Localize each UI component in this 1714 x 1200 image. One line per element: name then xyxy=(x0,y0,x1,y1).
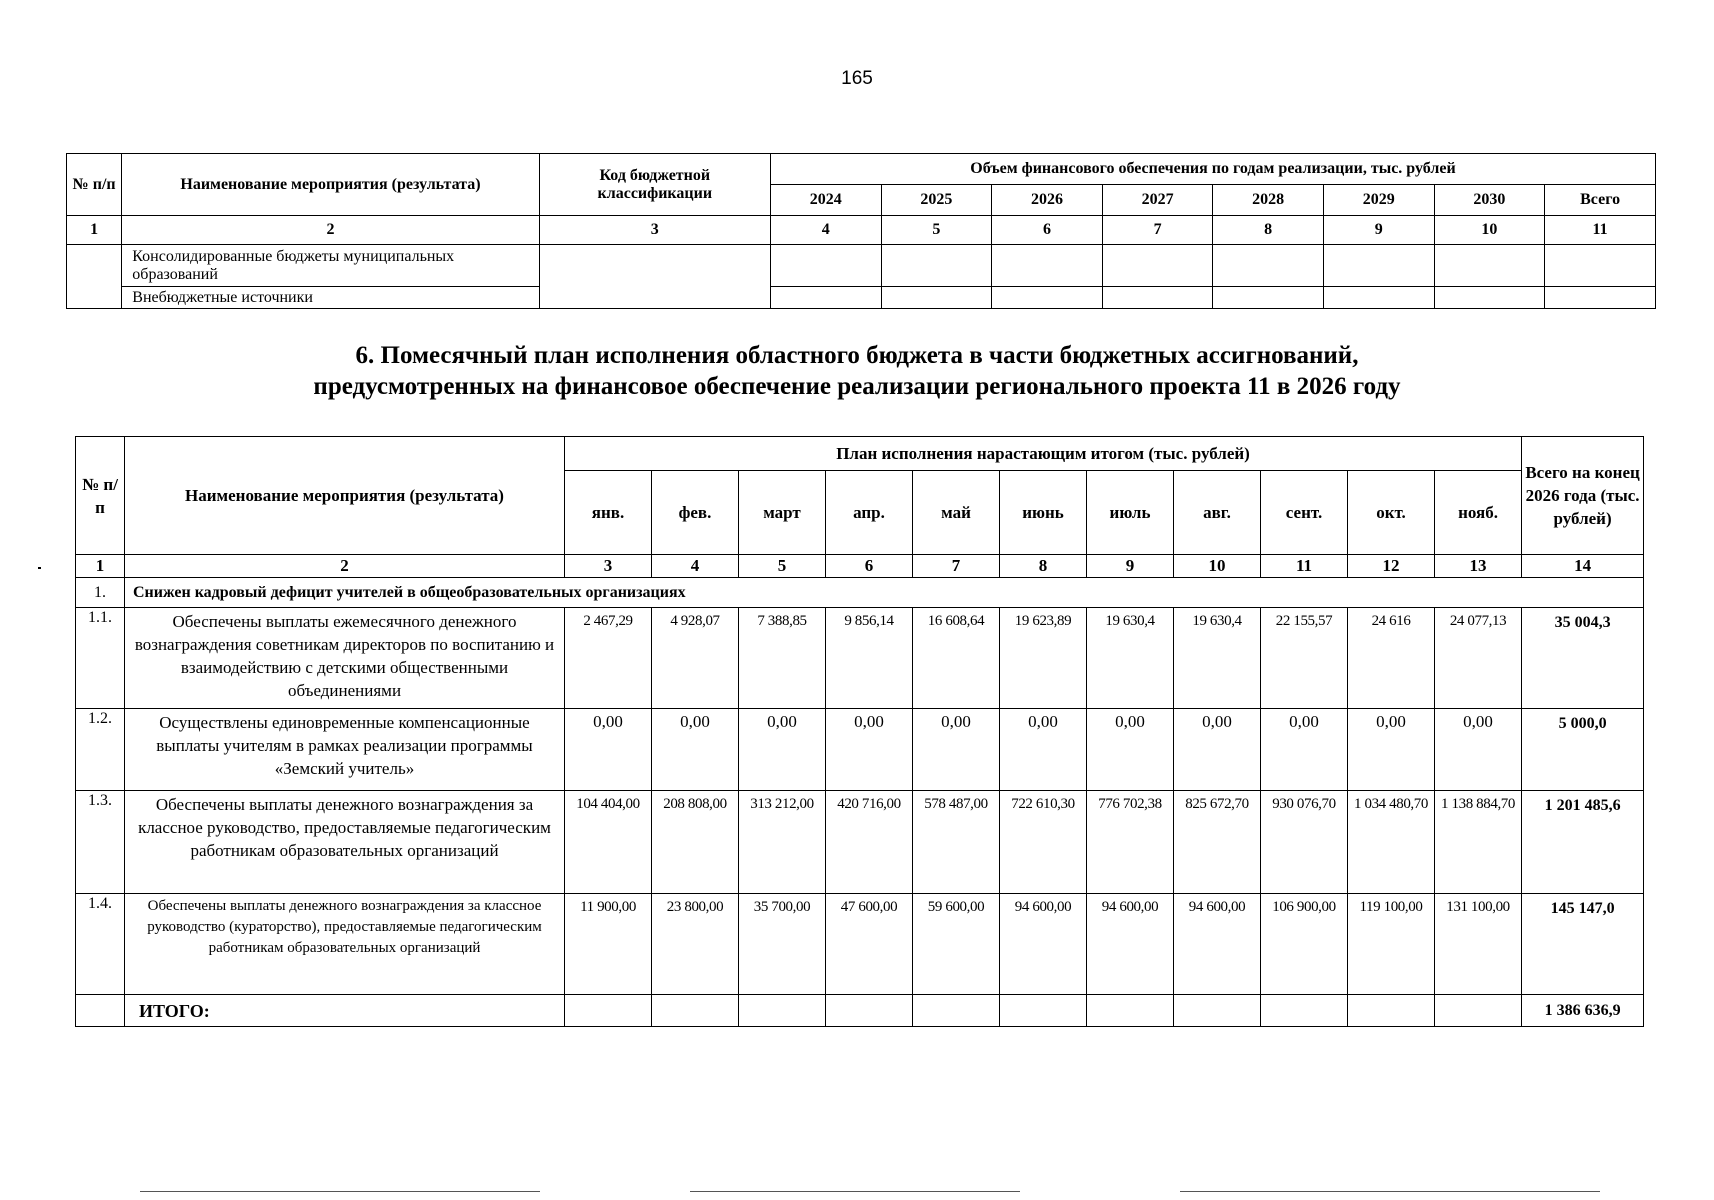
month-value: 35 700,00 xyxy=(739,894,826,995)
t1-header-year: 2025 xyxy=(881,185,992,216)
t2-empty-cell xyxy=(913,995,1000,1027)
t2-header-name: Наименование мероприятия (результата) xyxy=(125,437,565,555)
month-value: 4 928,07 xyxy=(652,608,739,709)
t1-col-number: 3 xyxy=(539,216,770,245)
t2-empty-cell xyxy=(1348,995,1435,1027)
month-value: 420 716,00 xyxy=(826,791,913,894)
t2-empty-cell xyxy=(1000,995,1087,1027)
month-value: 16 608,64 xyxy=(913,608,1000,709)
t1-empty-cell xyxy=(1323,245,1434,287)
row-name: Обеспечены выплаты денежного вознаграждения за классное руководство, предоставляемые педагогическим работникам образовательных организаций xyxy=(125,791,565,894)
t1-header-code: Код бюджетной классификации xyxy=(539,154,770,216)
section-heading xyxy=(0,340,1714,402)
row-total: 1 201 485,6 xyxy=(1522,791,1644,894)
t1-empty-cell xyxy=(992,245,1103,287)
t2-header-month: июнь xyxy=(1000,471,1087,555)
month-value: 94 600,00 xyxy=(1000,894,1087,995)
t1-empty-cell xyxy=(1102,287,1213,309)
t2-empty-cell xyxy=(1087,995,1174,1027)
month-value: 47 600,00 xyxy=(826,894,913,995)
month-value: 106 900,00 xyxy=(1261,894,1348,995)
month-value: 0,00 xyxy=(913,709,1000,791)
section-num: 1. xyxy=(76,578,125,608)
t1-source-extrabudget: Внебюджетные источники xyxy=(122,287,539,309)
t2-col-number: 12 xyxy=(1348,555,1435,578)
section-heading-line2: предусмотренных на финансовое обеспечение реализации регионального проекта 11 в 2026 году xyxy=(313,373,1401,400)
t1-empty-cell xyxy=(539,245,770,309)
t1-header-year: 2024 xyxy=(770,185,881,216)
month-value: 722 610,30 xyxy=(1000,791,1087,894)
t2-col-number: 8 xyxy=(1000,555,1087,578)
t2-col-number: 13 xyxy=(1435,555,1522,578)
t2-col-number: 3 xyxy=(565,555,652,578)
table-row xyxy=(76,791,1644,894)
t1-col-number: 9 xyxy=(1323,216,1434,245)
t1-empty-cell xyxy=(1545,245,1656,287)
t1-col-number: 11 xyxy=(1545,216,1656,245)
month-value: 208 808,00 xyxy=(652,791,739,894)
t1-empty-cell xyxy=(881,245,992,287)
month-value: 94 600,00 xyxy=(1174,894,1261,995)
t1-col-number: 6 xyxy=(992,216,1103,245)
month-value: 1 034 480,70 xyxy=(1348,791,1435,894)
month-value: 0,00 xyxy=(1087,709,1174,791)
month-value: 1 138 884,70 xyxy=(1435,791,1522,894)
t2-header-month: авг. xyxy=(1174,471,1261,555)
month-value: 59 600,00 xyxy=(913,894,1000,995)
month-value: 11 900,00 xyxy=(565,894,652,995)
t1-col-number: 4 xyxy=(770,216,881,245)
t2-header-plan: План исполнения нарастающим итогом (тыс. рублей) xyxy=(565,437,1522,471)
t2-col-number: 5 xyxy=(739,555,826,578)
page-number: 165 xyxy=(841,68,873,89)
month-value: 578 487,00 xyxy=(913,791,1000,894)
row-name: Обеспечены выплаты денежного вознаграждения за классное руководство (кураторство), предоставляемые педагогическим работникам образовательных организаций xyxy=(125,894,565,995)
row-num: 1.4. xyxy=(76,894,125,995)
footer-line xyxy=(140,1191,540,1192)
t1-empty-cell xyxy=(1434,245,1545,287)
t2-header-total: Всего на конец 2026 года (тыс. рублей) xyxy=(1522,437,1644,555)
table-row xyxy=(76,608,1644,709)
t2-header-month: март xyxy=(739,471,826,555)
month-value: 0,00 xyxy=(739,709,826,791)
t2-empty-cell xyxy=(1261,995,1348,1027)
footer-line xyxy=(690,1191,1020,1192)
month-value: 0,00 xyxy=(1000,709,1087,791)
table-row xyxy=(76,709,1644,791)
t1-header-name: Наименование мероприятия (результата) xyxy=(122,154,539,216)
row-total: 5 000,0 xyxy=(1522,709,1644,791)
t1-header-num: № п/п xyxy=(67,154,122,216)
month-value: 7 388,85 xyxy=(739,608,826,709)
month-value: 131 100,00 xyxy=(1435,894,1522,995)
t2-col-number: 11 xyxy=(1261,555,1348,578)
t1-col-number: 1 xyxy=(67,216,122,245)
month-value: 313 212,00 xyxy=(739,791,826,894)
t2-header-month: фев. xyxy=(652,471,739,555)
t2-empty-cell xyxy=(1174,995,1261,1027)
row-num: 1.2. xyxy=(76,709,125,791)
t2-header-month: нояб. xyxy=(1435,471,1522,555)
total-row xyxy=(76,995,1644,1027)
t2-col-number: 4 xyxy=(652,555,739,578)
t2-col-number: 6 xyxy=(826,555,913,578)
row-total: 145 147,0 xyxy=(1522,894,1644,995)
t1-header-year: 2028 xyxy=(1213,185,1324,216)
month-value: 0,00 xyxy=(1261,709,1348,791)
itogo-total: 1 386 636,9 xyxy=(1522,995,1644,1027)
t1-empty-cell xyxy=(67,245,122,309)
month-value: 0,00 xyxy=(652,709,739,791)
t2-col-number: 14 xyxy=(1522,555,1644,578)
month-value: 9 856,14 xyxy=(826,608,913,709)
t1-empty-cell xyxy=(1102,245,1213,287)
t1-empty-cell xyxy=(992,287,1103,309)
t1-empty-cell xyxy=(1213,287,1324,309)
t2-header-month: янв. xyxy=(565,471,652,555)
t2-col-number: 1 xyxy=(76,555,125,578)
t2-header-month: май xyxy=(913,471,1000,555)
t1-empty-cell xyxy=(1323,287,1434,309)
t1-empty-cell xyxy=(1434,287,1545,309)
month-value: 0,00 xyxy=(1435,709,1522,791)
t2-empty-cell xyxy=(652,995,739,1027)
t1-empty-cell xyxy=(1213,245,1324,287)
t2-col-number: 10 xyxy=(1174,555,1261,578)
month-value: 825 672,70 xyxy=(1174,791,1261,894)
t2-empty-cell xyxy=(76,995,125,1027)
t2-empty-cell xyxy=(826,995,913,1027)
t1-empty-cell xyxy=(881,287,992,309)
month-value: 19 630,4 xyxy=(1174,608,1261,709)
margin-mark xyxy=(38,567,41,569)
month-value: 24 077,13 xyxy=(1435,608,1522,709)
row-name: Осуществлены единовременные компенсационные выплаты учителям в рамках реализации программы «Земский учитель» xyxy=(125,709,565,791)
month-value: 776 702,38 xyxy=(1087,791,1174,894)
row-name: Обеспечены выплаты ежемесячного денежного вознаграждения советникам директоров по воспитанию и взаимодействию с детскими общественными объединениями xyxy=(125,608,565,709)
t1-source-municipal: Консолидированные бюджеты муниципальных образований xyxy=(122,245,539,287)
t2-empty-cell xyxy=(739,995,826,1027)
month-value: 930 076,70 xyxy=(1261,791,1348,894)
t1-header-year: 2026 xyxy=(992,185,1103,216)
t2-empty-cell xyxy=(1435,995,1522,1027)
t1-header-volume: Объем финансового обеспечения по годам реализации, тыс. рублей xyxy=(770,154,1655,185)
t1-empty-cell xyxy=(1545,287,1656,309)
month-value: 19 630,4 xyxy=(1087,608,1174,709)
t2-empty-cell xyxy=(565,995,652,1027)
t1-col-number: 2 xyxy=(122,216,539,245)
t1-header-year: 2029 xyxy=(1323,185,1434,216)
t1-header-year: 2030 xyxy=(1434,185,1545,216)
t1-col-number: 5 xyxy=(881,216,992,245)
footer-line xyxy=(1180,1191,1600,1192)
t2-header-month: окт. xyxy=(1348,471,1435,555)
t2-header-month: апр. xyxy=(826,471,913,555)
t2-col-number: 7 xyxy=(913,555,1000,578)
month-value: 0,00 xyxy=(565,709,652,791)
t1-empty-cell xyxy=(770,245,881,287)
table-row xyxy=(76,894,1644,995)
t1-header-year: 2027 xyxy=(1102,185,1213,216)
month-value: 23 800,00 xyxy=(652,894,739,995)
month-value: 0,00 xyxy=(1348,709,1435,791)
month-value: 0,00 xyxy=(1174,709,1261,791)
month-value: 22 155,57 xyxy=(1261,608,1348,709)
financing-volume-table xyxy=(66,153,1656,309)
month-value: 24 616 xyxy=(1348,608,1435,709)
t1-col-number: 8 xyxy=(1213,216,1324,245)
row-num: 1.3. xyxy=(76,791,125,894)
t2-col-number: 9 xyxy=(1087,555,1174,578)
row-num: 1.1. xyxy=(76,608,125,709)
month-value: 19 623,89 xyxy=(1000,608,1087,709)
row-total: 35 004,3 xyxy=(1522,608,1644,709)
month-value: 2 467,29 xyxy=(565,608,652,709)
t2-header-num: № п/п xyxy=(76,437,125,555)
itogo-label: ИТОГО: xyxy=(125,995,565,1027)
t1-col-number: 7 xyxy=(1102,216,1213,245)
month-value: 119 100,00 xyxy=(1348,894,1435,995)
t1-col-number: 10 xyxy=(1434,216,1545,245)
t1-empty-cell xyxy=(770,287,881,309)
t2-header-month: сент. xyxy=(1261,471,1348,555)
section-name: Снижен кадровый дефицит учителей в общеобразовательных организациях xyxy=(125,578,1644,608)
monthly-plan-table xyxy=(75,436,1644,1027)
t2-col-number: 2 xyxy=(125,555,565,578)
section-heading-line1: 6. Помесячный план исполнения областного бюджета в части бюджетных ассигнований, xyxy=(355,342,1359,369)
month-value: 104 404,00 xyxy=(565,791,652,894)
month-value: 0,00 xyxy=(826,709,913,791)
month-value: 94 600,00 xyxy=(1087,894,1174,995)
t1-header-total: Всего xyxy=(1545,185,1656,216)
t2-header-month: июль xyxy=(1087,471,1174,555)
